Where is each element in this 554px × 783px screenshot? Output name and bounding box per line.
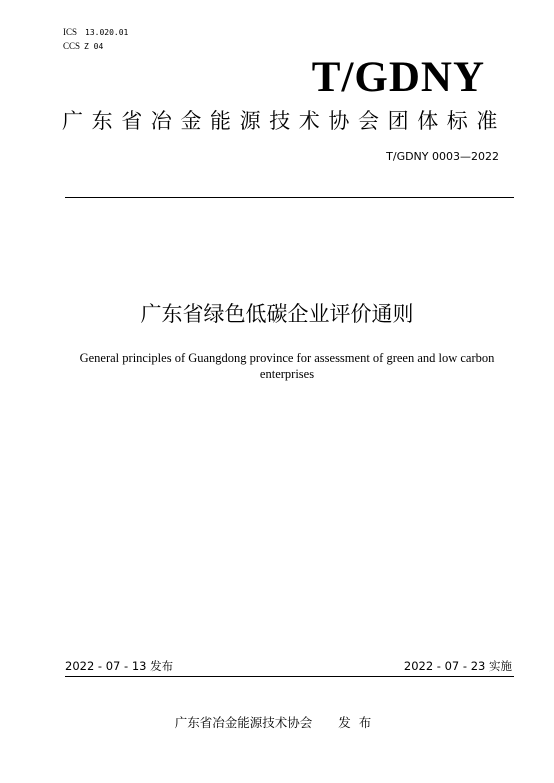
publisher-line bbox=[0, 714, 554, 732]
standard-brand-mark: T/GDNY bbox=[311, 54, 485, 101]
publisher-name: 广东省冶金能源技术协会 bbox=[174, 715, 313, 730]
publisher-action: 发布 bbox=[338, 715, 380, 730]
header-divider bbox=[65, 197, 514, 198]
organization-standard-title: 广东省冶金能源技术协会团体标准 bbox=[62, 109, 506, 133]
ics-classification bbox=[63, 27, 128, 38]
document-title-en: General principles of Guangdong province for assessment of green and low carbon enterprises bbox=[79, 351, 495, 381]
document-title-zh: 广东省绿色低碳企业评价通则 bbox=[140, 302, 414, 326]
standard-number: T/GDNY 0003—2022 bbox=[386, 150, 499, 163]
publish-date: 2022 - 07 - 13 发布 bbox=[65, 659, 174, 673]
ics-code: 13.020.01 bbox=[85, 28, 129, 37]
effective-date: 2022 - 07 - 23 实施 bbox=[403, 659, 512, 673]
ics-label: ICS bbox=[63, 27, 78, 37]
ccs-classification bbox=[63, 41, 103, 52]
footer-divider bbox=[65, 676, 514, 677]
ccs-code: Z 04 bbox=[84, 42, 104, 51]
ccs-label: CCS bbox=[63, 41, 81, 51]
